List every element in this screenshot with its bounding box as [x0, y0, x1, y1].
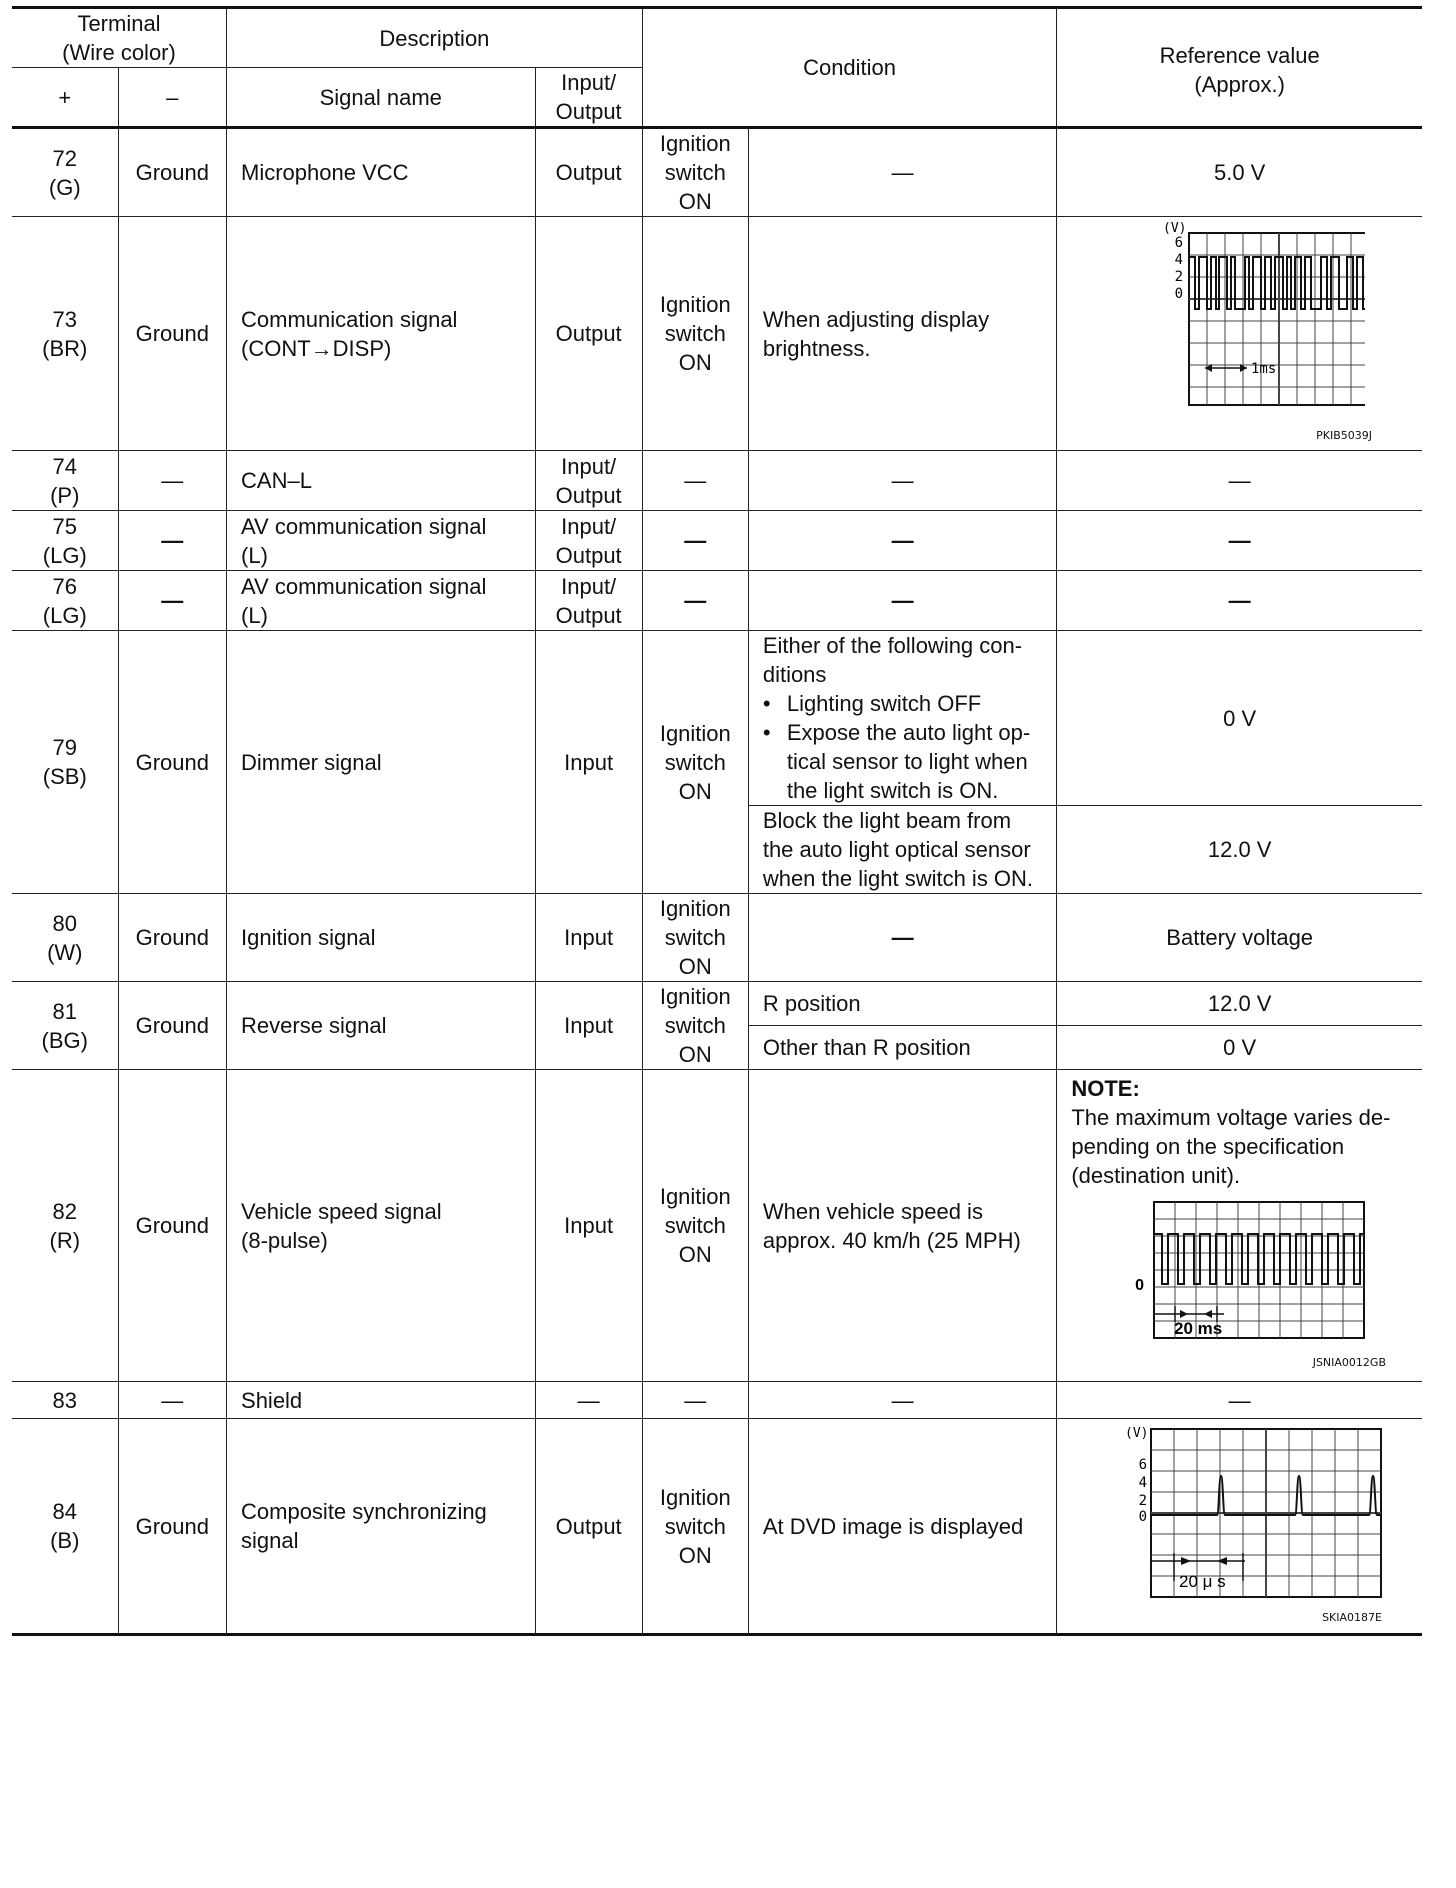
reference-value: Battery voltage — [1057, 894, 1422, 982]
comm-signal-waveform — [1115, 217, 1365, 417]
condition-main: — — [642, 511, 748, 571]
condition-main: — — [642, 571, 748, 631]
signal-io: Output — [535, 217, 642, 451]
y-tick: 0 — [1134, 1277, 1144, 1294]
reference-waveform — [1057, 217, 1422, 451]
table-row — [12, 571, 1422, 631]
condition-main: — — [642, 1382, 748, 1419]
signal-name: Ignition signal — [227, 894, 536, 982]
terminal-plus: 83 — [12, 1382, 118, 1419]
condition-bullet: • Lighting switch OFF — [762, 691, 982, 716]
terminal-plus: 76 (LG) — [12, 571, 118, 631]
y-tick: 6 — [1138, 1456, 1147, 1473]
condition-detail — [748, 631, 1057, 806]
note-title: NOTE: — [1071, 1076, 1140, 1101]
table-row — [12, 217, 1422, 451]
terminal-plus: 75 (LG) — [12, 511, 118, 571]
table-row — [12, 631, 1422, 806]
signal-io: Input/ Output — [535, 571, 642, 631]
y-tick: 4 — [1174, 252, 1183, 268]
signal-name: AV communication signal (L) — [227, 571, 536, 631]
table-row — [12, 894, 1422, 982]
y-tick: 0 — [1138, 1508, 1147, 1525]
condition-detail: — — [748, 128, 1057, 217]
signal-io: Output — [535, 1419, 642, 1635]
signal-name: CAN–L — [227, 451, 536, 511]
condition-detail: When vehicle speed is approx. 40 km/h (25 MPH) — [748, 1070, 1057, 1382]
reference-value: 5.0 V — [1057, 128, 1422, 217]
terminal-plus: 81 (BG) — [12, 982, 118, 1070]
terminal-minus: Ground — [118, 982, 226, 1070]
terminal-minus: Ground — [118, 894, 226, 982]
table-row — [12, 128, 1422, 217]
reference-value: — — [1057, 1382, 1422, 1419]
signal-name: AV communication signal (L) — [227, 511, 536, 571]
axis-unit: (V) — [1162, 221, 1187, 236]
y-tick: 2 — [1138, 1492, 1147, 1509]
header-reference: Reference value (Approx.) — [1057, 8, 1422, 128]
terminal-plus: 82 (R) — [12, 1070, 118, 1382]
table-row — [12, 1070, 1422, 1382]
reference-value: 12.0 V — [1057, 806, 1422, 894]
reference-value: — — [1057, 571, 1422, 631]
terminal-spec-sheet — [12, 6, 1422, 1636]
header-plus: + — [12, 68, 118, 128]
y-tick: 6 — [1174, 235, 1183, 251]
terminal-minus: Ground — [118, 1419, 226, 1635]
condition-detail: At DVD image is displayed — [748, 1419, 1057, 1635]
reference-value: — — [1057, 451, 1422, 511]
terminal-minus: Ground — [118, 631, 226, 894]
terminal-minus: — — [118, 451, 226, 511]
condition-main: Ignition switch ON — [642, 894, 748, 982]
terminal-minus: — — [118, 1382, 226, 1419]
signal-io: Input — [535, 894, 642, 982]
time-label: 1ms — [1250, 361, 1276, 377]
figure-code: JSNIA0012GB — [1312, 1356, 1386, 1369]
terminal-plus: 80 (W) — [12, 894, 118, 982]
condition-main: — — [642, 451, 748, 511]
reference-value: 12.0 V — [1057, 982, 1422, 1026]
sync-signal-waveform — [1095, 1421, 1385, 1601]
condition-detail: — — [748, 894, 1057, 982]
terminal-minus: Ground — [118, 217, 226, 451]
table-row — [12, 451, 1422, 511]
pulse-trace — [1154, 1234, 1364, 1284]
signal-name: Vehicle speed signal (8-pulse) — [227, 1070, 536, 1382]
signal-io: Input/ Output — [535, 451, 642, 511]
condition-main: Ignition switch ON — [642, 217, 748, 451]
vehicle-speed-waveform — [1104, 1198, 1384, 1348]
table-row — [12, 982, 1422, 1026]
pulse-trace — [1189, 257, 1365, 309]
condition-detail: — — [748, 451, 1057, 511]
table-row — [12, 511, 1422, 571]
condition-bullet: • Expose the auto light op- tical sensor to light when the light switch is ON. — [762, 720, 1031, 803]
condition-detail: — — [748, 571, 1057, 631]
signal-name: Shield — [227, 1382, 536, 1419]
header-minus: – — [118, 68, 226, 128]
signal-io: — — [535, 1382, 642, 1419]
table-row — [12, 1382, 1422, 1419]
condition-main: Ignition switch ON — [642, 982, 748, 1070]
terminal-plus: 79 (SB) — [12, 631, 118, 894]
signal-name: Dimmer signal — [227, 631, 536, 894]
header-condition: Condition — [642, 8, 1057, 128]
figure-code: SKIA0187E — [1322, 1610, 1382, 1624]
condition-main: Ignition switch ON — [642, 128, 748, 217]
condition-detail: R position — [748, 982, 1057, 1026]
time-label: 20 μ s — [1178, 1571, 1226, 1591]
condition-main: Ignition switch ON — [642, 631, 748, 894]
reference-note — [1057, 1070, 1422, 1382]
terminal-table — [12, 6, 1422, 1636]
condition-detail: Block the light beam from the auto light optical sensor when the light switch is ON. — [748, 806, 1057, 894]
condition-intro: Either of the following con- ditions — [762, 633, 1023, 687]
y-tick: 2 — [1174, 269, 1183, 285]
header-io: Input/ Output — [535, 68, 642, 128]
terminal-minus: Ground — [118, 128, 226, 217]
signal-io: Output — [535, 128, 642, 217]
time-label: 20 ms — [1173, 1319, 1222, 1338]
header-signal-name: Signal name — [227, 68, 536, 128]
signal-io: Input/ Output — [535, 511, 642, 571]
reference-value: — — [1057, 511, 1422, 571]
signal-io: Input — [535, 1070, 642, 1382]
signal-io: Input — [535, 631, 642, 894]
reference-value: 0 V — [1057, 631, 1422, 806]
header-description: Description — [227, 8, 643, 68]
condition-detail: When adjusting display brightness. — [748, 217, 1057, 451]
terminal-plus: 74 (P) — [12, 451, 118, 511]
header-terminal: Terminal (Wire color) — [12, 8, 227, 68]
figure-code: PKIB5039J — [1316, 429, 1372, 442]
y-tick: 4 — [1138, 1474, 1147, 1491]
signal-name: Microphone VCC — [227, 128, 536, 217]
condition-main: Ignition switch ON — [642, 1070, 748, 1382]
condition-main: Ignition switch ON — [642, 1419, 748, 1635]
signal-io: Input — [535, 982, 642, 1070]
reference-waveform — [1057, 1419, 1422, 1635]
condition-detail: — — [748, 511, 1057, 571]
axis-unit: (V) — [1124, 1425, 1149, 1441]
signal-name: Communication signal (CONT→DISP) — [227, 217, 536, 451]
condition-detail: — — [748, 1382, 1057, 1419]
terminal-minus: — — [118, 511, 226, 571]
table-row — [12, 1419, 1422, 1635]
condition-detail: Other than R position — [748, 1026, 1057, 1070]
terminal-plus: 73 (BR) — [12, 217, 118, 451]
terminal-plus: 72 (G) — [12, 128, 118, 217]
signal-name: Composite synchronizing signal — [227, 1419, 536, 1635]
note-text: The maximum voltage varies de- pending on the specification (destination unit). — [1071, 1105, 1391, 1188]
terminal-minus: — — [118, 571, 226, 631]
terminal-plus: 84 (B) — [12, 1419, 118, 1635]
terminal-minus: Ground — [118, 1070, 226, 1382]
y-tick: 0 — [1174, 286, 1183, 302]
signal-name: Reverse signal — [227, 982, 536, 1070]
reference-value: 0 V — [1057, 1026, 1422, 1070]
